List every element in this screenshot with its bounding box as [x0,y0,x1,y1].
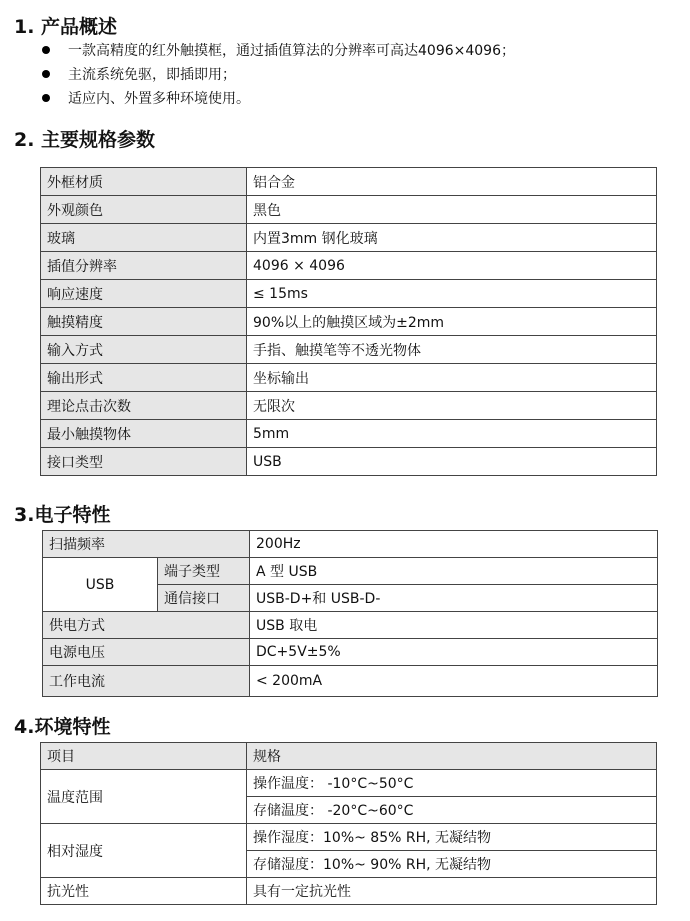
table-row [41,252,657,280]
spec-label: 输出形式 [41,364,247,392]
spec-label: 响应速度 [41,280,247,308]
table-row [41,168,657,196]
spec-value: 铝合金 [247,168,657,196]
environment-table [40,742,657,905]
scan-label: 扫描频率 [43,531,250,558]
light-label: 抗光性 [41,878,247,905]
table-row [43,666,658,697]
table-row [41,824,657,851]
spec-label: 触摸精度 [41,308,247,336]
table-header-row [41,743,657,770]
spec-value: USB [247,448,657,476]
temp-store: 存储温度： -20°C~60°C [247,797,657,824]
usb-label: USB [43,558,158,612]
comm-label: 通信接口 [158,585,250,612]
table-row [43,639,658,666]
table-row [41,420,657,448]
table-row [43,531,658,558]
hum-store: 存储湿度：10%~ 90% RH, 无凝结物 [247,851,657,878]
table-row [41,770,657,797]
col-spec-header: 规格 [247,743,657,770]
spec-value: 坐标输出 [247,364,657,392]
port-type-value: A 型 USB [250,558,658,585]
bullet-icon [42,94,50,102]
spec-value: 手指、触摸笔等不透光物体 [247,336,657,364]
current-label: 工作电流 [43,666,250,697]
comm-value: USB-D+和 USB-D- [250,585,658,612]
electrical-table [42,530,658,697]
table-row [41,308,657,336]
scan-value: 200Hz [250,531,658,558]
spec-label: 最小触摸物体 [41,420,247,448]
table-row [41,448,657,476]
spec-label: 外框材质 [41,168,247,196]
light-value: 具有一定抗光性 [247,878,657,905]
overview-bullet-list [38,40,515,112]
spec-label: 玻璃 [41,224,247,252]
table-row [41,196,657,224]
table-row [41,364,657,392]
spec-label: 理论点击次数 [41,392,247,420]
spec-value: 4096 × 4096 [247,252,657,280]
overview-heading: 1. 产品概述 [14,16,118,38]
spec-label: 外观颜色 [41,196,247,224]
spec-value: 黑色 [247,196,657,224]
table-row [41,280,657,308]
specs-table [40,167,657,476]
list-item: 主流系统免驱，即插即用； [38,64,515,88]
specs-heading: 2. 主要规格参数 [14,129,156,151]
power-mode-label: 供电方式 [43,612,250,639]
voltage-value: DC+5V±5% [250,639,658,666]
port-type-label: 端子类型 [158,558,250,585]
table-row [41,392,657,420]
table-row [41,336,657,364]
spec-label: 接口类型 [41,448,247,476]
list-item: 一款高精度的红外触摸框，通过插值算法的分辨率可高达4096×4096； [38,40,515,64]
spec-label: 插值分辨率 [41,252,247,280]
environment-heading: 4.环境特性 [14,716,111,738]
temp-label: 温度范围 [41,770,247,824]
electrical-heading: 3.电子特性 [14,504,111,526]
spec-value: 无限次 [247,392,657,420]
spec-value: 5mm [247,420,657,448]
table-row [43,612,658,639]
power-mode-value: USB 取电 [250,612,658,639]
current-value: < 200mA [250,666,658,697]
temp-op: 操作温度： -10°C~50°C [247,770,657,797]
voltage-label: 电源电压 [43,639,250,666]
spec-value: ≤ 15ms [247,280,657,308]
table-row [43,558,658,585]
spec-label: 输入方式 [41,336,247,364]
hum-label: 相对湿度 [41,824,247,878]
spec-value: 内置3mm 钢化玻璃 [247,224,657,252]
bullet-icon [42,70,50,78]
bullet-icon [42,46,50,54]
hum-op: 操作湿度：10%~ 85% RH, 无凝结物 [247,824,657,851]
spec-value: 90%以上的触摸区域为±2mm [247,308,657,336]
table-row [41,224,657,252]
list-item: 适应内、外置多种环境使用。 [38,88,515,112]
col-item-header: 项目 [41,743,247,770]
table-row [41,878,657,905]
